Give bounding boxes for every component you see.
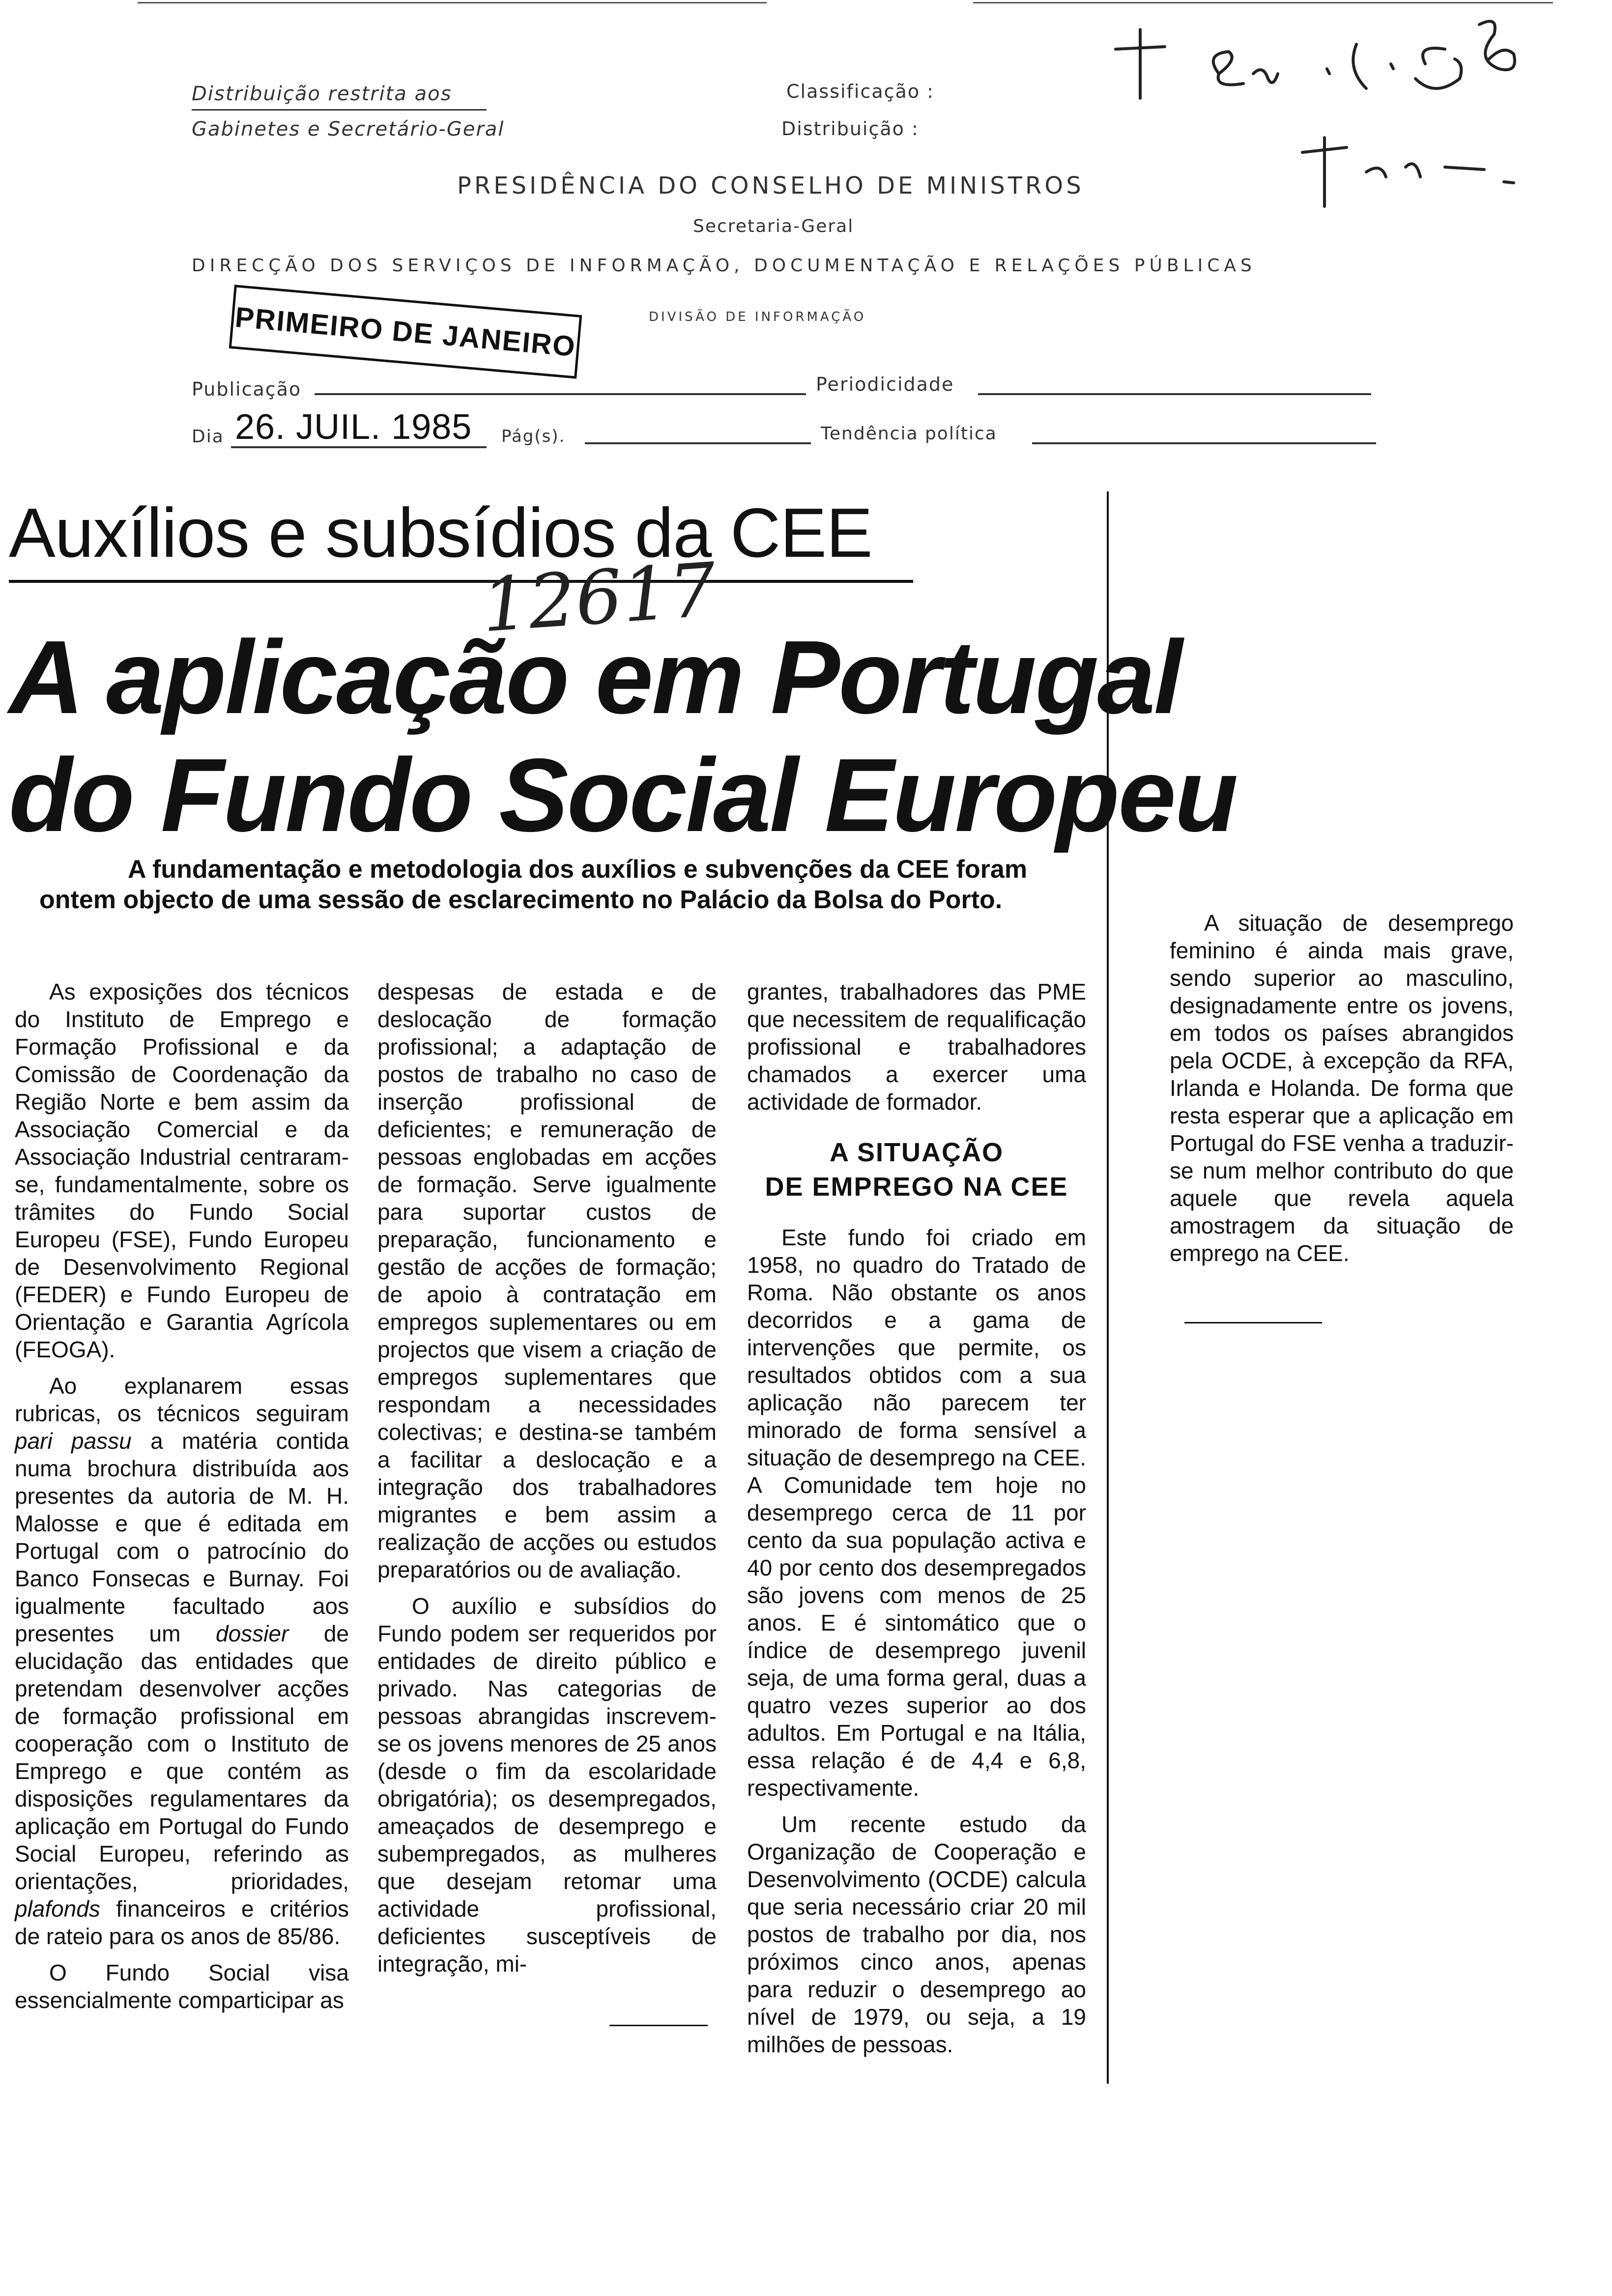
dia-field-line [231,446,487,448]
article-kicker: Auxílios e subsídios da CEE [9,494,872,572]
handwritten-reference-number: 12617 [479,547,719,649]
direccao-label: DIRECÇÃO DOS SERVIÇOS DE INFORMAÇÃO, DOCUMENTAÇÃO E RELAÇÕES PÚBLICAS [192,256,1256,276]
body-column-4 [1170,909,1514,1276]
col2-paragraph-1: despesas de estada e de deslocação de formação profissional; a adaptação de postos de trabalho no caso de inserção profissional de deficientes; e remuneração de pessoas englobadas em acções de formação. Serve igualmente para suportar custos de preparação, funcionamento e gestão de acções de formação; de apoio à contratação em empregos suplementares ou em projectos que visem a criação de empregos suplementares que respondam a necessidades colectivas; e destina-se também a facilitar a deslocação e a integração dos trabalhadores migrantes e bem assim a realização de acções ou estudos preparatórios ou de avaliação. [377,979,717,1582]
tendencia-label: Tendência política [821,424,997,444]
column-divider [1107,491,1109,2084]
periodicidade-field-line [978,393,1371,395]
publicacao-label: Publicação [192,378,302,400]
distribuicao-label: Distribuição : [781,118,919,140]
article-lead: A fundamentação e metodologia dos auxílios e subvenções da CEE foram ontem objecto de uma sessão de esclarecimento no Palácio da Bolsa do Porto. [39,855,1028,914]
body-column-3 [747,978,1086,2067]
dia-label: Dia [192,427,224,447]
col3-paragraph-1: grantes, trabalhadores das PME que necessitem de requalificação profissional e trabalhadores chamados a exercer uma actividade de formador. [747,979,1086,1115]
col3-paragraph-3: Um recente estudo da Organização de Cooperação e Desenvolvimento (OCDE) calcula que seria necessário criar 20 mil postos de trabalho por dia, nos próximos cinco anos, apenas para reduzir o desemprego ao nível de 1979, ou seja, a 19 milhões de pessoas. [747,1811,1086,2057]
body-column-1 [15,978,349,2023]
col2-end-rule [609,2025,708,2026]
col3-subheading-line2: DE EMPREGO NA CEE [765,1172,1068,1202]
classificacao-label: Classificação : [786,81,934,102]
col4-end-rule [1184,1322,1322,1323]
date-stamp: 26. JUIL. 1985 [235,407,472,447]
handwritten-annotation [1071,5,1563,211]
top-edge-rule-right [973,2,1553,3]
col3-subheading-line1: A SITUAÇÃO [830,1138,1004,1167]
col3-subheading [747,1135,1086,1204]
publicacao-field-line [315,393,806,395]
article-headline-line2: do Fundo Social Europeu [9,737,1237,853]
body-column-2 [377,978,717,1986]
top-edge-rule [138,2,767,3]
col1-paragraph-3: O Fundo Social visa essencialmente comparticipar as [15,1960,349,2013]
secretaria-label: Secretaria-Geral [693,216,854,236]
col1-paragraph-1: As exposições dos técnicos do Instituto de Emprego e Formação Profissional e da Comissão de Coordenação da Região Norte e bem assim da Associação Comercial e da Associação Industrial centraram-se, fundamentalmente, sobre os trâmites do Fundo Social Europeu (FSE), Fundo Europeu de Desenvolvimento Regional (FEDER) e Fundo Europeu de Orientação e Garantia Agrícola (FEOGA). [15,979,349,1362]
col3-paragraph-2: Este fundo foi criado em 1958, no quadro do Tratado de Roma. Não obstante os anos decorridos e a gama de intervenções que permite, os resultados obtidos com a sua aplicação não parecem ter minorado de forma sensível a situação de desemprego na CEE. A Comunidade tem hoje no desemprego cerca de 11 por cento da sua população activa e 40 por cento dos desempregados são jovens com menos de 25 anos. E é sintomático que o índice de desemprego juvenil seja, de uma forma geral, duas a quatro vezes superior ao dos adultos. Em Portugal e na Itália, essa relação é de 4,4 e 6,8, respectivamente. [747,1225,1086,1801]
distribution-note-line2: Gabinetes e Secretário-Geral [192,118,505,141]
col4-paragraph-1: A situação de desemprego feminino é ainda mais grave, sendo superior ao masculino, designadamente entre os jovens, em todos os países abrangidos pela OCDE, à excepção da RFA, Irlanda e Holanda. De forma que resta esperar que a aplicação em Portugal do FSE venha a traduzir-se num melhor contributo do que aquele que revela aquela amostragem da situação de emprego na CEE. [1170,910,1514,1266]
distribution-note-rule [192,109,487,111]
col1-paragraph-2: Ao explanarem essas rubricas, os técnicos seguiram pari passu a matéria contida numa brochura distribuída aos presentes da autoria de M. H. Malosse e que é editada em Portugal com o patrocínio do Banco Fonsecas e Burnay. Foi igualmente facultado aos presentes um dossier de elucidação das entidades que pretendam desenvolver acções de formação profissional em cooperação com o Instituto de Emprego e que contém as disposições regulamentares da aplicação em Portugal do Fundo Social Europeu, referindo as orientações, prioridades, plafonds financeiros e critérios de rateio para os anos de 85/86. [15,1373,349,1949]
divisao-label: DIVISÃO DE INFORMAÇÃO [649,310,866,324]
pags-field-line [585,442,811,444]
periodicidade-label: Periodicidade [816,373,954,395]
kicker-underline [9,580,913,583]
pags-label: Pág(s). [501,427,566,446]
publication-stamp [229,285,582,378]
tendencia-field-line [1032,442,1376,444]
col2-paragraph-2: O auxílio e subsídios do Fundo podem ser requeridos por entidades de direito público e privado. Nas categorias de pessoas abrangidas inscrevem-se os jovens menores de 25 anos (desde o fim da escolaridade obrigatória); os desempregados, ameaçados de desemprego e subempregados, as mulheres que desejam retomar uma actividade profissional, deficientes susceptíveis de integração, mi- [377,1593,717,1977]
distribution-note-line1: Distribuição restrita aos [192,83,452,105]
org-title: PRESIDÊNCIA DO CONSELHO DE MINISTROS [457,172,1084,200]
article-headline-line1: A aplicação em Portugal [9,619,1181,735]
stamp-publication-name: PRIMEIRO DE JANEIRO [233,301,577,363]
